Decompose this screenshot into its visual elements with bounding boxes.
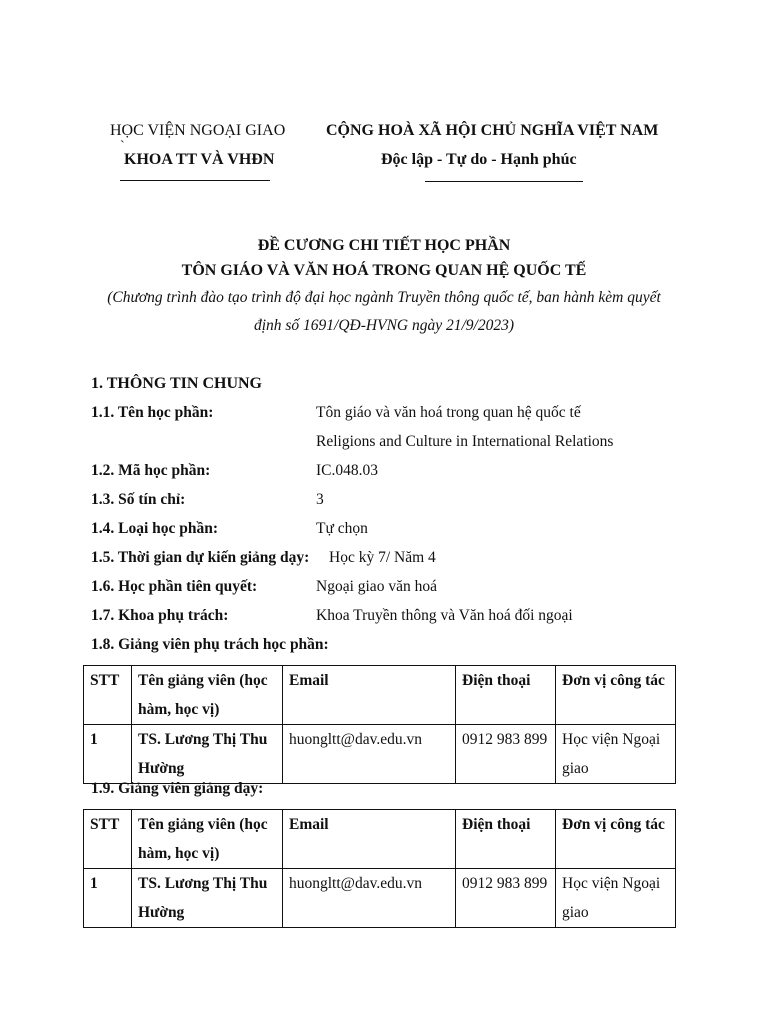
info-value-english: Religions and Culture in International Relations	[316, 433, 614, 450]
cell-stt: 1	[84, 725, 132, 784]
cell-stt: 1	[84, 869, 132, 928]
col-unit: Đơn vị công tác	[556, 810, 676, 869]
col-stt: STT	[84, 666, 132, 725]
cell-unit: Học viện Ngoại giao	[556, 725, 676, 784]
info-value: 3	[316, 491, 324, 508]
national-motto: Độc lập - Tự do - Hạnh phúc	[381, 151, 577, 168]
info-label: 1.5. Thời gian dự kiến giảng dạy:	[91, 549, 310, 566]
col-unit: Đơn vị công tác	[556, 666, 676, 725]
info-value: Khoa Truyền thông và Văn hoá đối ngoại	[316, 607, 573, 624]
course-title: TÔN GIÁO VÀ VĂN HOÁ TRONG QUAN HỆ QUỐC TẾ	[181, 262, 587, 279]
info-label: 1.1. Tên học phần:	[91, 404, 214, 421]
cell-lecturer-name: TS. Lương Thị Thu Hường	[132, 869, 283, 928]
right-header-rule	[425, 181, 583, 182]
table-header-row	[84, 666, 676, 725]
country-name: CỘNG HOÀ XÃ HỘI CHỦ NGHĨA VIỆT NAM	[326, 122, 659, 139]
info-label: 1.7. Khoa phụ trách:	[91, 607, 229, 624]
stray-grave-mark: `	[120, 139, 125, 154]
section-heading: 1. THÔNG TIN CHUNG	[91, 375, 262, 392]
document-title: ĐỀ CƯƠNG CHI TIẾT HỌC PHẦN	[257, 237, 511, 254]
cell-lecturer-name: TS. Lương Thị Thu Hường	[132, 725, 283, 784]
info-label: 1.2. Mã học phần:	[91, 462, 211, 479]
info-value: Học kỳ 7/ Năm 4	[329, 549, 436, 566]
institution-name: HỌC VIỆN NGOẠI GIAO	[110, 122, 286, 139]
info-label: 1.4. Loại học phần:	[91, 520, 219, 537]
lecturer-in-charge-table	[83, 665, 676, 784]
subtitle-line2: định số 1691/QĐ-HVNG ngày 21/9/2023)	[253, 317, 515, 334]
col-phone: Điện thoại	[456, 810, 556, 869]
faculty-name: KHOA TT VÀ VHĐN	[124, 151, 275, 168]
info-value: Tự chọn	[316, 520, 368, 537]
table-row	[84, 869, 676, 928]
col-stt: STT	[84, 810, 132, 869]
table-header-row	[84, 810, 676, 869]
col-email: Email	[283, 810, 456, 869]
info-value: IC.048.03	[316, 462, 378, 479]
info-value: Tôn giáo và văn hoá trong quan hệ quốc tế	[316, 404, 581, 421]
cell-phone: 0912 983 899	[456, 725, 556, 784]
cell-unit: Học viện Ngoại giao	[556, 869, 676, 928]
cell-email: huongltt@dav.edu.vn	[283, 869, 456, 928]
info-value: Ngoại giao văn hoá	[316, 578, 437, 595]
cell-email: huongltt@dav.edu.vn	[283, 725, 456, 784]
col-lecturer-name: Tên giảng viên (học hàm, học vị)	[132, 666, 283, 725]
col-lecturer-name: Tên giảng viên (học hàm, học vị)	[132, 810, 283, 869]
left-header-rule	[120, 180, 270, 181]
info-label: 1.6. Học phần tiên quyết:	[91, 578, 258, 595]
cell-phone: 0912 983 899	[456, 869, 556, 928]
table2-caption: 1.9. Giảng viên giảng dạy:	[91, 780, 264, 797]
col-email: Email	[283, 666, 456, 725]
teaching-lecturer-table	[83, 809, 676, 928]
table-row	[84, 725, 676, 784]
info-label: 1.3. Số tín chỉ:	[91, 491, 186, 508]
table1-caption: 1.8. Giảng viên phụ trách học phần:	[91, 636, 329, 653]
subtitle-line1: (Chương trình đào tạo trình độ đại học ngành Truyền thông quốc tế, ban hành kèm quyết	[107, 289, 661, 306]
col-phone: Điện thoại	[456, 666, 556, 725]
